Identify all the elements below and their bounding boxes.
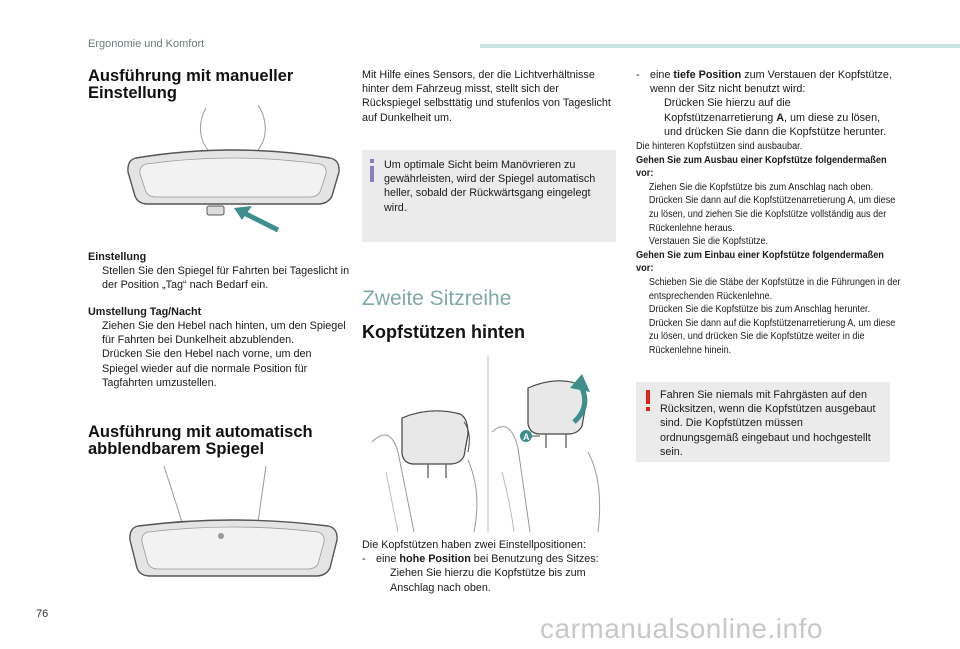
umstellung-heading: Umstellung Tag/Nacht — [88, 306, 202, 318]
auto-mirror-title: Ausführung mit automatisch abblendbarem Spiegel — [88, 423, 313, 458]
positions-block — [362, 538, 618, 595]
einstellung-item: Stellen Sie den Spiegel für Fahrten bei Tageslicht in der Position „Tag“ nach Bedarf ein. — [102, 265, 350, 292]
low-position-step: Drücken Sie hierzu auf die Kopfstützenarretierung A, um diese zu lösen, und drücken Sie dann die Kopfstütze herunter. — [664, 97, 887, 138]
warning-icon-dot — [646, 407, 650, 411]
umstellung-list — [88, 319, 346, 390]
list-item: Drücken Sie dann auf die Kopfstützenarretierung A, um diese zu lösen, und drücken Sie die Kopfstütze weiter in die Rückenlehne hinein. — [648, 317, 896, 356]
warning-note-text: Fahren Sie niemals mit Fahrgästen auf den Rücksitzen, wenn die Kopfstützen ausgebaut sind. Die Kopfstützen müssen ordnungsgemäß eingebaut und hochgestellt sein. — [660, 389, 876, 458]
page-number: 76 — [36, 608, 49, 620]
warning-icon — [646, 390, 650, 404]
manual-mirror-illustration — [118, 100, 348, 240]
positions-intro: Die Kopfstützen haben zwei Einstellpositionen: — [362, 539, 586, 551]
auto-mirror-illustration — [118, 462, 348, 592]
list-item: Verstauen Sie die Kopfstütze. — [648, 236, 769, 248]
info-note-box — [362, 150, 616, 242]
list-item: Ziehen Sie den Hebel nach hinten, um den Spiegel für Fahrten bei Dunkelheit abzublenden. — [102, 320, 346, 347]
callout-a-label: A — [523, 432, 530, 442]
info-note-text: Um optimale Sicht beim Manövrieren zu gewährleisten, wird der Spiegel automatisch heller, sobald der Rückwärtsgang eingelegt wird. — [384, 159, 596, 214]
warning-note-box — [636, 382, 890, 462]
list-item: Schieben Sie die Stäbe der Kopfstütze in die Führungen in der entsprechenden Rückenlehne. — [648, 276, 901, 302]
sensor-text: Mit Hilfe eines Sensors, der die Lichtverhältnisse hinter dem Fahrzeug misst, stellt sich der Rückspiegel selbsttätig und stufenlos von Tageslicht auf Dunkelheit um. — [362, 69, 611, 124]
removable-note: Die hinteren Kopfstützen sind ausbaubar. — [636, 141, 803, 152]
manual-mirror-title: Ausführung mit manueller Einstellung — [88, 67, 294, 102]
kopfstuetzen-title: Kopfstützen hinten — [362, 322, 525, 342]
low-position-block — [636, 68, 892, 139]
watermark: carmanualsonline.info — [540, 613, 823, 644]
list-item: Drücken Sie den Hebel nach vorne, um den Spiegel wieder auf die normale Position für Tagfahrten umzustellen. — [102, 348, 312, 389]
remove-heading: Gehen Sie zum Ausbau einer Kopfstütze folgendermaßen vor: — [636, 154, 887, 180]
info-icon — [370, 159, 374, 163]
einstellung-heading: Einstellung — [88, 251, 147, 263]
high-position-step: Ziehen Sie hierzu die Kopfstütze bis zum Anschlag nach oben. — [390, 567, 586, 594]
high-position-item: - eine hohe Position bei Benutzung des Sitzes: — [362, 553, 599, 566]
headrest-illustration — [368, 352, 618, 534]
list-item: Drücken Sie die Kopfstütze bis zum Anschlag herunter. — [648, 304, 871, 316]
section-bar — [480, 44, 960, 48]
list-item: Ziehen Sie die Kopfstütze bis zum Anschlag nach oben. — [648, 181, 874, 193]
install-heading: Gehen Sie zum Einbau einer Kopfstütze folgendermaßen vor: — [636, 249, 884, 275]
removal-instructions — [636, 140, 903, 358]
chapter-title: Zweite Sitzreihe — [362, 287, 512, 310]
low-position-item: - eine tiefe Position zum Verstauen der Kopfstütze, wenn der Sitz nicht benutzt wird: — [636, 69, 892, 96]
section-label: Ergonomie und Komfort — [88, 38, 205, 50]
list-item: Drücken Sie dann auf die Kopfstützenarretierung A, um diese zu lösen, und ziehen Sie die Kopfstütze vollständig aus der Rückenlehne heraus. — [648, 195, 896, 234]
info-icon-stem — [370, 166, 374, 182]
